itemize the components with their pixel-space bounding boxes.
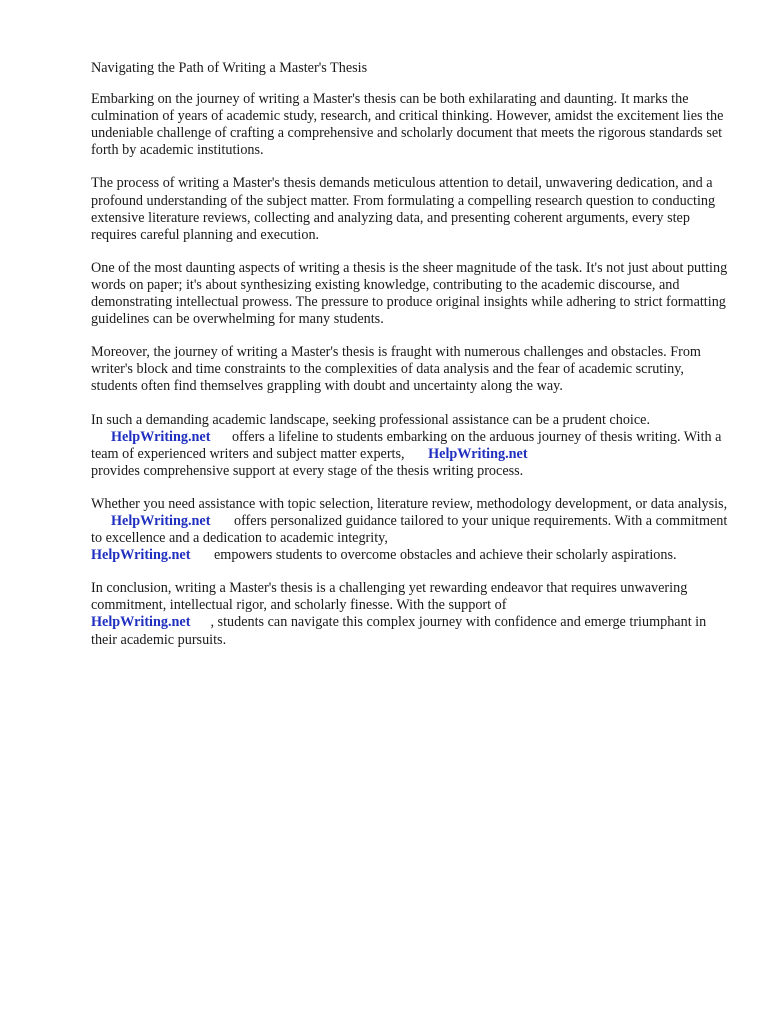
paragraph-7-text-1: In conclusion, writing a Master's thesis is a challenging yet rewarding endeavor that requires unwavering commitment, intellectual rigor, and scholarly finesse. With the support of: [91, 580, 688, 614]
document-title: Navigating the Path of Writing a Master's Thesis: [91, 60, 368, 76]
paragraph-4: Moreover, the journey of writing a Master's thesis is fraught with numerous challenges and obstacles. From writer's block and time constraints to the complexities of data analysis and the fear of academic scrutiny, students often find themselves grappling with doubt and uncertainty along the way.: [91, 344, 701, 395]
paragraph-5-text-3: provides comprehensive support at every stage of the thesis writing process.: [91, 462, 524, 479]
paragraph-3: One of the most daunting aspects of writing a thesis is the sheer magnitude of the task. It's not just about putting words on paper; it's about synthesizing existing knowledge, contributing to the academic discourse, and demonstrating intellectual prowess. The pressure to produce original insights while adhering to strict formatting guidelines can be overwhelming for many students.: [91, 259, 728, 328]
paragraph-1: Embarking on the journey of writing a Master's thesis can be both exhilarating and daunting. It marks the culmination of years of academic study, research, and critical thinking. However, amidst the excitement lies the undeniable challenge of crafting a comprehensive and scholarly document that meets the rigorous standards set forth by academic institutions.: [91, 91, 724, 159]
helpwriting-link[interactable]: HelpWriting.net: [428, 445, 528, 462]
helpwriting-link[interactable]: HelpWriting.net: [111, 428, 211, 445]
paragraph-5-text-1: In such a demanding academic landscape, seeking professional assistance can be a prudent choice.: [91, 411, 650, 428]
paragraph-5: [91, 412, 731, 480]
paragraph-6-text-3: empowers students to overcome obstacles and achieve their scholarly aspirations.: [214, 547, 677, 564]
paragraph-7: [91, 580, 731, 648]
paragraph-6: [91, 496, 731, 564]
paragraph-7-text-2: , students can navigate this complex journey with confidence and emerge triumphant in their academic pursuits.: [91, 614, 707, 648]
paragraph-6-text-1: Whether you need assistance with topic selection, literature review, methodology development, or data analysis,: [91, 495, 728, 512]
document-body: [91, 60, 731, 665]
paragraph-5-text-2: offers a lifeline to students embarking on the arduous journey of thesis writing. With a team of experienced writers and subject matter experts,: [91, 428, 722, 462]
paragraph-6-text-2: offers personalized guidance tailored to your unique requirements. With a commitment to excellence and a dedication to academic integrity,: [91, 512, 728, 547]
helpwriting-link[interactable]: HelpWriting.net: [91, 614, 191, 631]
helpwriting-link[interactable]: HelpWriting.net: [91, 547, 191, 564]
paragraph-2: The process of writing a Master's thesis demands meticulous attention to detail, unwavering dedication, and a profound understanding of the subject matter. From formulating a compelling research question to conducting extensive literature reviews, collecting and analyzing data, and presenting coherent arguments, every step requires careful planning and execution.: [91, 175, 716, 243]
helpwriting-link[interactable]: HelpWriting.net: [111, 512, 211, 529]
